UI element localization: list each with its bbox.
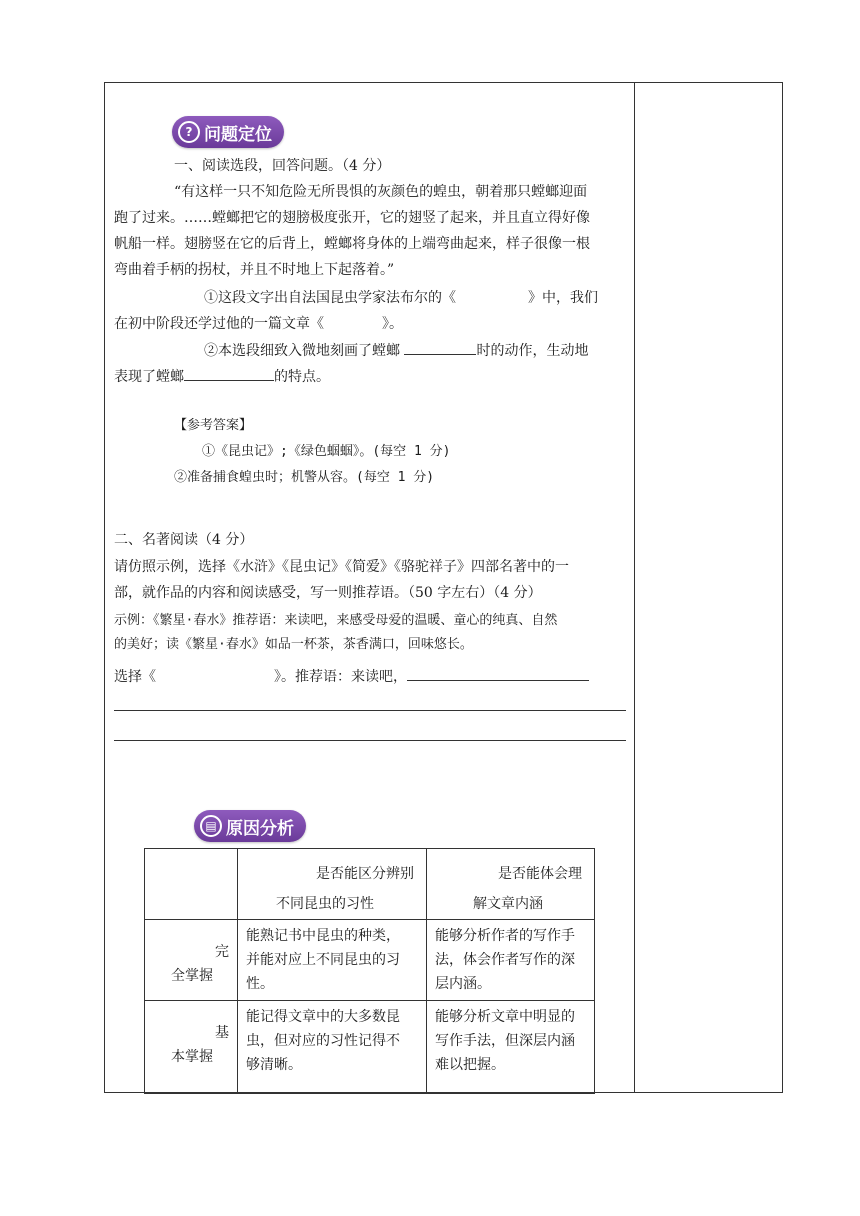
row-label-cell: [145, 1001, 238, 1094]
cell-line: 层内涵。: [435, 976, 491, 992]
outer-table-divider: [634, 82, 635, 1093]
cell-line: 难以把握。: [435, 1057, 505, 1073]
table-cell: [427, 1001, 595, 1094]
q2-example-line: 示例：《繁星·春水》推荐语：来读吧，来感受母爱的温暖、童心的纯真、自然: [114, 613, 558, 628]
header-text: 是否能区分辨别: [316, 866, 414, 882]
q1-item1-text-b: 》中，我们: [528, 290, 598, 306]
section-badge-label: 原因分析: [226, 818, 294, 839]
header-text: 是否能体会理: [498, 866, 582, 882]
cell-line: 虫，但对应的习性记得不: [246, 1033, 400, 1049]
q2-choose-text-a: 选择《: [114, 669, 156, 685]
table-corner-cell: [145, 849, 238, 920]
q1-item2-text-a: ②本选段细致入微地刻画了螳螂: [204, 343, 405, 359]
q1-passage-line: 帆船一样。翅膀竖在它的后背上，螳螂将身体的上端弯曲起来，样子很像一根: [114, 236, 590, 252]
q1-passage-line: 弯曲着手柄的拐杖，并且不时地上下起落着。”: [114, 262, 395, 278]
q1-item2-line2: [114, 366, 330, 387]
table-header-cell: [238, 849, 427, 920]
table-cell: [238, 920, 427, 1001]
cell-line: 能够分析文章中明显的: [435, 1009, 575, 1025]
table-header-row: [145, 849, 595, 920]
row-label-cell: [145, 920, 238, 1001]
cell-line: 法，体会作者写作的深: [435, 952, 575, 968]
row-label-text: 基: [215, 1025, 229, 1041]
answer-blank[interactable]: [404, 340, 476, 355]
q2-example-line: 的美好；读《繁星·春水》如品一杯茶，茶香满口，回味悠长。: [114, 637, 473, 652]
q2-instruction-line: 请仿照示例，选择《水浒》《昆虫记》《简爱》《骆驼祥子》四部名著中的一: [114, 559, 569, 575]
row-label-text: 全掌握: [171, 968, 213, 984]
cell-line: 够清晰。: [246, 1057, 302, 1073]
q1-item2-text-c: 表现了螳螂: [114, 369, 184, 385]
q1-passage-line: 跑了过来。……螳螂把它的翅膀极度张开，它的翅竖了起来，并且直立得好像: [114, 210, 590, 226]
q1-item2-text-b: 时的动作，生动地: [476, 343, 589, 359]
q1-item1-line1: [204, 288, 598, 308]
table-row: [145, 1001, 595, 1094]
cell-line: 能熟记书中昆虫的种类，: [246, 928, 400, 944]
q1-heading: 一、阅读选段，回答问题。（4 分）: [174, 158, 391, 174]
q1-item1-text-a: ①这段文字出自法国昆虫学家法布尔的《: [204, 290, 456, 306]
answer-line-rule[interactable]: [114, 740, 626, 741]
row-label-text: 本掌握: [171, 1049, 213, 1065]
q2-instruction-line: 部，就作品的内容和阅读感受，写一则推荐语。（50 字左右）（4 分）: [114, 585, 542, 601]
section-badge-label: 问题定位: [204, 124, 272, 145]
q1-item1-line2: [114, 314, 403, 334]
answer-line: ①《昆虫记》;《绿色蝈蝈》。(每空 1 分): [202, 444, 451, 459]
question-icon: ?: [178, 121, 200, 143]
q1-item1-text-c: 在初中阶段还学过他的一篇文章《: [114, 316, 324, 332]
cell-line: 能记得文章中的大多数昆: [246, 1009, 400, 1025]
answer-line: ②准备捕食蝗虫时；机警从容。(每空 1 分): [174, 470, 435, 485]
header-text: 不同昆虫的习性: [276, 896, 374, 912]
cell-line: 性。: [246, 976, 274, 992]
q1-passage-line: “有这样一只不知危险无所畏惧的灰颜色的蝗虫，朝着那只螳螂迎面: [174, 184, 588, 200]
section-badge-reason: [194, 810, 306, 842]
q2-heading: 二、名著阅读（4 分）: [114, 532, 254, 548]
cell-line: 能够分析作者的写作手: [435, 928, 575, 944]
cell-line: 并能对应上不同昆虫的习: [246, 952, 400, 968]
answer-line-rule[interactable]: [114, 710, 626, 711]
answer-blank[interactable]: [184, 366, 274, 381]
cell-line: 写作手法，但深层内涵: [435, 1033, 575, 1049]
header-text: 解文章内涵: [473, 896, 543, 912]
q2-choose-text-b: 》。推荐语：来读吧，: [274, 669, 407, 685]
q1-item1-text-d: 》。: [382, 316, 403, 332]
q1-item2-text-d: 的特点。: [274, 369, 330, 385]
answer-blank[interactable]: [407, 666, 589, 681]
section-badge-problem: [172, 116, 284, 148]
q2-choose-line: [114, 666, 589, 687]
table-row: [145, 920, 595, 1001]
answer-title: 【参考答案】: [174, 418, 253, 433]
q1-item2-line1: [204, 340, 588, 361]
table-header-cell: [427, 849, 595, 920]
mastery-table: [144, 848, 595, 1094]
document-icon: ▤: [200, 815, 222, 837]
table-cell: [427, 920, 595, 1001]
table-cell: [238, 1001, 427, 1094]
row-label-text: 完: [215, 944, 229, 960]
